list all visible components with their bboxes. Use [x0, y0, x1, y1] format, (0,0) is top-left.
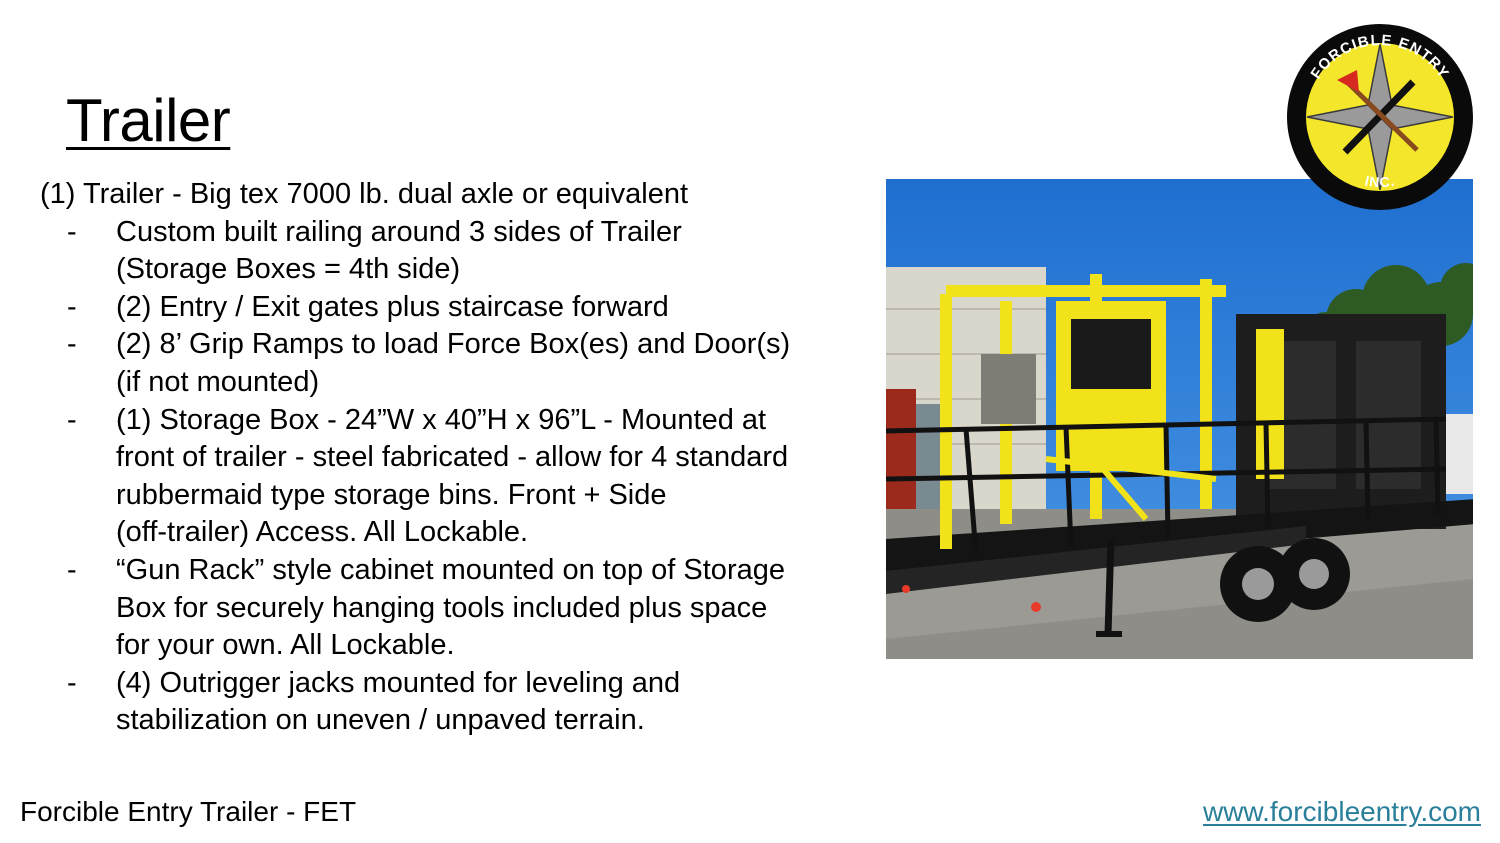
list-item: [40, 214, 870, 289]
item-line: Custom built railing around 3 sides of Trailer: [116, 215, 682, 248]
item-line: (2) Entry / Exit gates plus staircase forward: [116, 290, 669, 323]
item-line: (2) 8’ Grip Ramps to load Force Box(es) and Door(s): [116, 328, 791, 361]
item-line: (if not mounted): [116, 365, 320, 398]
bullet-dash: -: [67, 290, 77, 323]
item-line: (off-trailer) Access. All Lockable.: [116, 516, 529, 549]
item-line: Box for securely hanging tools included plus space: [116, 591, 768, 624]
item-line: stabilization on uneven / unpaved terrain.: [116, 704, 645, 737]
spec-list: [40, 176, 870, 740]
company-logo: [1285, 22, 1475, 212]
list-item: [40, 326, 870, 401]
item-line: (Storage Boxes = 4th side): [116, 253, 461, 286]
list-item: [40, 289, 870, 327]
slide-title: Trailer: [66, 87, 231, 154]
item-line: (4) Outrigger jacks mounted for leveling and: [116, 666, 681, 699]
intro-line: (1) Trailer - Big tex 7000 lb. dual axle or equivalent: [40, 178, 689, 210]
bullet-dash: -: [67, 553, 77, 586]
item-line: for your own. All Lockable.: [116, 629, 455, 662]
logo-bottom-text: INC.: [1363, 172, 1397, 191]
item-line: (1) Storage Box - 24”W x 40”H x 96”L - Mounted at: [116, 403, 767, 436]
bullet-dash: -: [67, 666, 77, 699]
bullet-dash: -: [67, 328, 77, 361]
item-line: front of trailer - steel fabricated - allow for 4 standard: [116, 441, 789, 474]
item-line: “Gun Rack” style cabinet mounted on top of Storage: [116, 553, 785, 586]
list-item: [40, 665, 870, 740]
bullet-list: [40, 214, 870, 740]
trailer-photo: [886, 179, 1473, 659]
list-item: [40, 552, 870, 665]
logo-top-text: FORCIBLE ENTRY: [1307, 31, 1453, 83]
footer-caption: Forcible Entry Trailer - FET: [20, 796, 357, 827]
bullet-dash: -: [67, 215, 77, 248]
item-line: rubbermaid type storage bins. Front + Side: [116, 478, 667, 511]
list-item: [40, 402, 870, 552]
website-link[interactable]: www.forcibleentry.com: [1202, 796, 1481, 827]
bullet-dash: -: [67, 403, 77, 436]
